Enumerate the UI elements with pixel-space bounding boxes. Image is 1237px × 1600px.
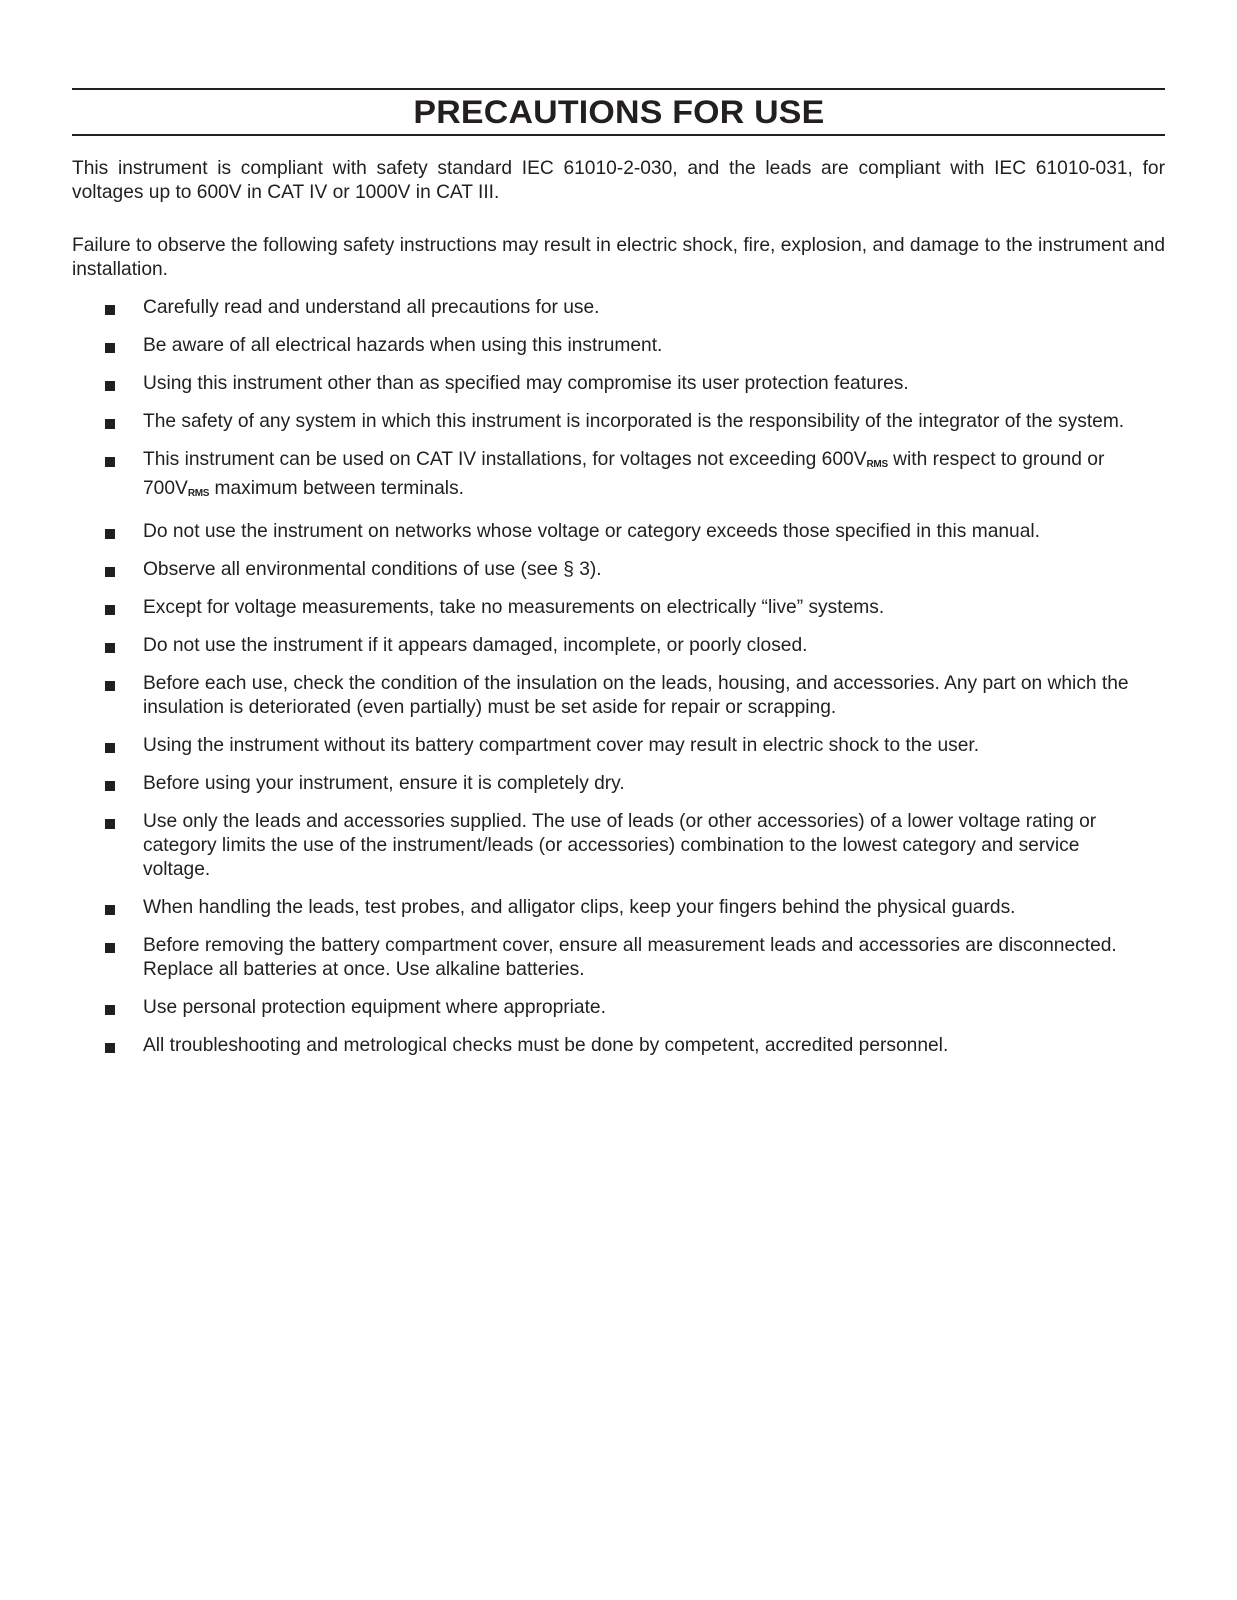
list-item	[72, 672, 1165, 720]
list-item	[72, 410, 1165, 434]
list-item	[72, 1034, 1165, 1058]
square-bullet-icon	[105, 605, 115, 615]
list-item-text: Be aware of all electrical hazards when using this instrument.	[143, 335, 663, 356]
title-band	[72, 90, 1165, 134]
list-item-text: Using the instrument without its battery compartment cover may result in electric shock to the user.	[143, 735, 980, 756]
list-item-text: Use personal protection equipment where appropriate.	[143, 997, 606, 1018]
list-item	[72, 558, 1165, 582]
text-fragment: with respect to ground or 700V	[143, 449, 1105, 499]
square-bullet-icon	[105, 781, 115, 791]
list-item-text: Do not use the instrument on networks whose voltage or category exceeds those specified in this manual.	[143, 521, 1040, 542]
square-bullet-icon	[105, 681, 115, 691]
square-bullet-icon	[105, 305, 115, 315]
list-item-text	[143, 449, 1104, 499]
list-item-text: When handling the leads, test probes, and alligator clips, keep your fingers behind the physical guards.	[143, 897, 1016, 918]
square-bullet-icon	[105, 1005, 115, 1015]
rms-subscript: RMS	[866, 459, 888, 470]
list-item-text: Before using your instrument, ensure it is completely dry.	[143, 773, 625, 794]
list-item	[72, 810, 1165, 882]
list-item	[72, 772, 1165, 796]
list-item-text: The safety of any system in which this instrument is incorporated is the responsibility of the integrator of the system.	[143, 411, 1125, 432]
list-item-text: All troubleshooting and metrological checks must be done by competent, accredited personnel.	[143, 1035, 949, 1056]
square-bullet-icon	[105, 743, 115, 753]
text-fragment: This instrument can be used on CAT IV installations, for voltages not exceeding 600V	[143, 449, 867, 470]
warning-paragraph: Failure to observe the following safety instructions may result in electric shock, fire, explosion, and damage to the instrument and installation.	[72, 235, 1165, 280]
square-bullet-icon	[105, 529, 115, 539]
square-bullet-icon	[105, 457, 115, 467]
list-item-text: Before removing the battery compartment cover, ensure all measurement leads and accessories are disconnected. Replace all batteries at once. Use alkaline batteries.	[143, 935, 1117, 980]
square-bullet-icon	[105, 643, 115, 653]
list-item-text: Using this instrument other than as specified may compromise its user protection features.	[143, 373, 909, 394]
square-bullet-icon	[105, 381, 115, 391]
square-bullet-icon	[105, 819, 115, 829]
square-bullet-icon	[105, 943, 115, 953]
list-item-text: Before each use, check the condition of the insulation on the leads, housing, and accessories. Any part on which the insulation is deteriorated (even partially) must be set aside for repair or scrapping.	[143, 673, 1129, 718]
list-item-text: Use only the leads and accessories supplied. The use of leads (or other accessories) of a lower voltage rating or category limits the use of the instrument/leads (or accessories) combination to the lowest category and service voltage.	[143, 811, 1097, 880]
square-bullet-icon	[105, 905, 115, 915]
rms-subscript: RMS	[187, 488, 210, 499]
list-item	[72, 596, 1165, 620]
page-title: PRECAUTIONS FOR USE	[412, 94, 825, 130]
square-bullet-icon	[105, 343, 115, 353]
list-item	[72, 372, 1165, 396]
list-item	[72, 334, 1165, 358]
list-item-text: Except for voltage measurements, take no measurements on electrically “live” systems.	[143, 597, 885, 618]
list-item-text: Carefully read and understand all precautions for use.	[143, 297, 600, 318]
intro-paragraph: This instrument is compliant with safety standard IEC 61010-2-030, and the leads are compliant with IEC 61010-031, for voltages up to 600V in CAT IV or 1000V in CAT III.	[72, 158, 1165, 203]
bottom-rule	[72, 134, 1165, 136]
list-item	[72, 996, 1165, 1020]
square-bullet-icon	[105, 1043, 115, 1053]
document-page	[72, 88, 1165, 1072]
list-item	[72, 296, 1165, 320]
list-item	[72, 520, 1165, 544]
list-item	[72, 934, 1165, 982]
list-item	[72, 448, 1165, 506]
precautions-list	[72, 296, 1165, 1058]
square-bullet-icon	[105, 419, 115, 429]
list-item	[72, 734, 1165, 758]
list-item-text: Do not use the instrument if it appears damaged, incomplete, or poorly closed.	[143, 635, 808, 656]
square-bullet-icon	[105, 567, 115, 577]
list-item	[72, 634, 1165, 658]
list-item-text: Observe all environmental conditions of use (see § 3).	[143, 559, 602, 580]
list-item	[72, 896, 1165, 920]
text-fragment: maximum between terminals.	[209, 478, 464, 499]
